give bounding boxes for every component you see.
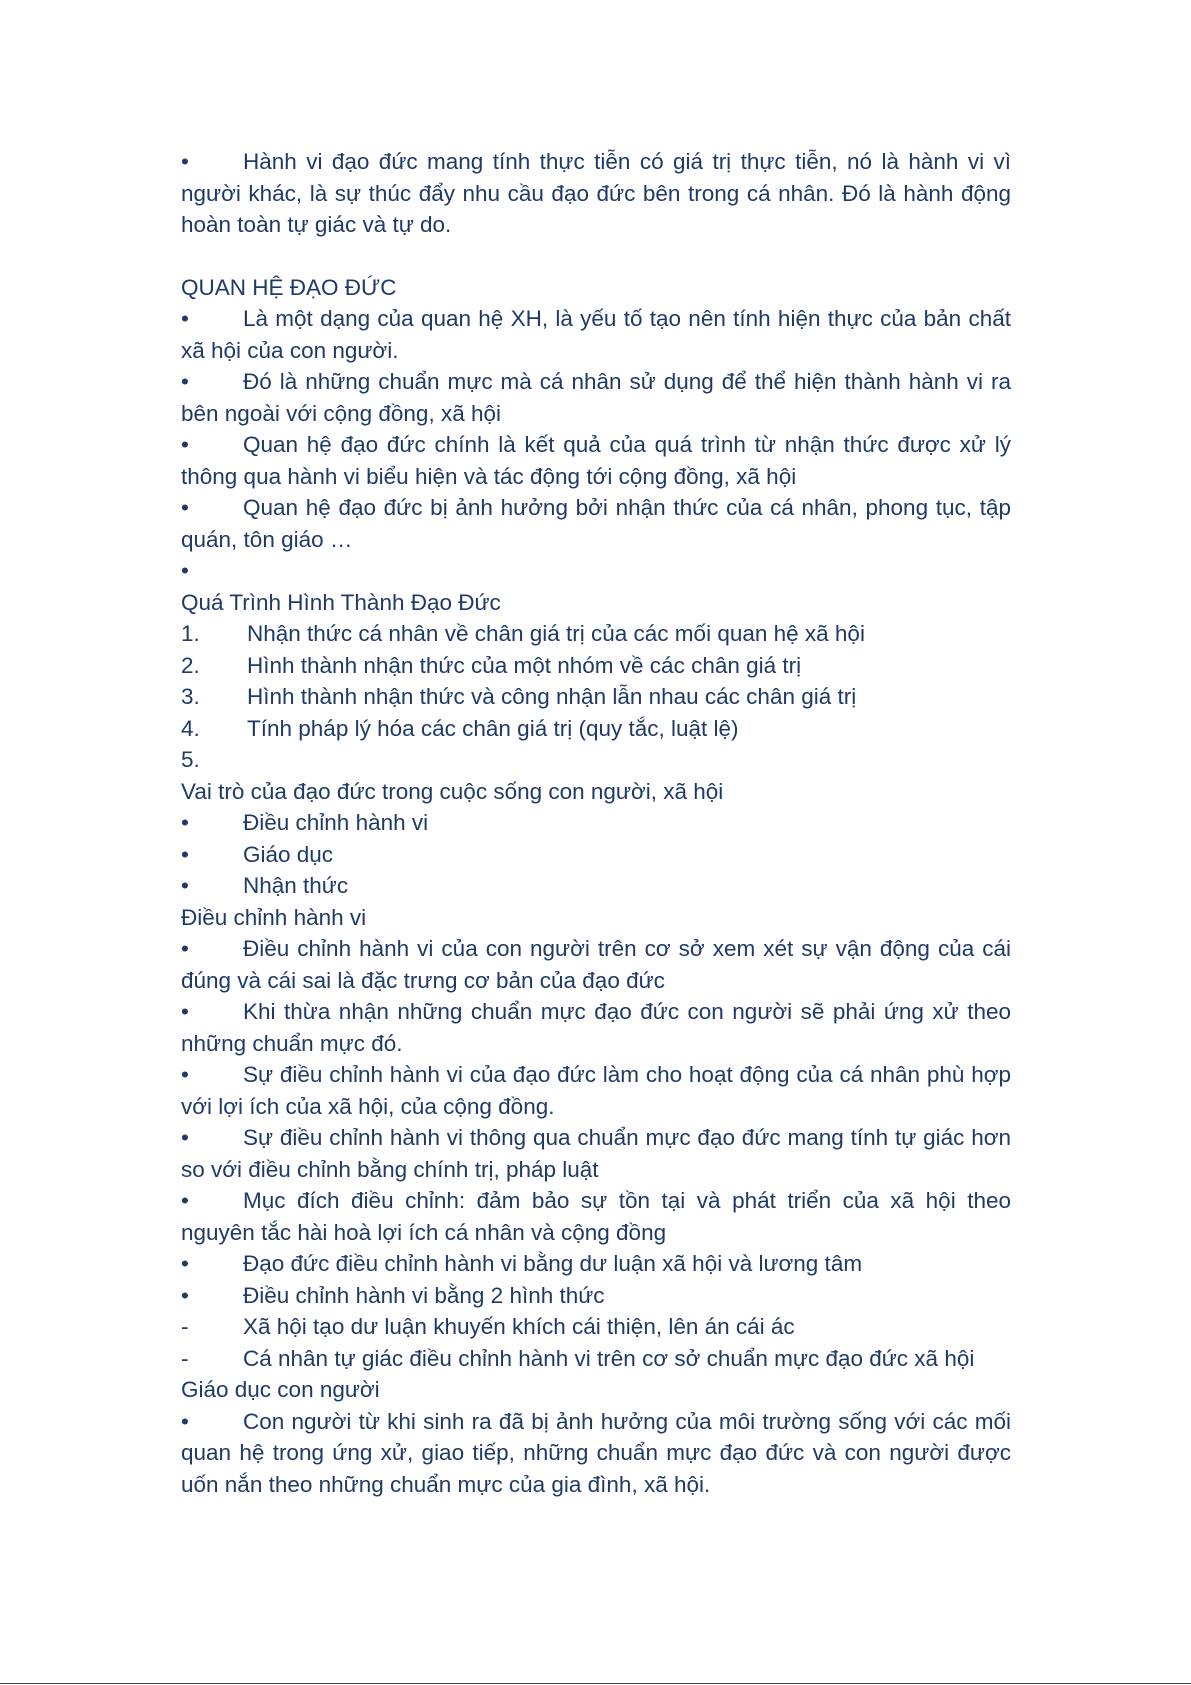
item-text: Nhận thức cá nhân về chân giá trị của các mối quan hệ xã hội [247, 621, 865, 646]
numbered-item [181, 744, 1011, 776]
section [181, 272, 1011, 587]
section-heading: Điều chỉnh hành vi [181, 904, 367, 930]
list-marker: - [181, 1314, 189, 1339]
bullet-item [181, 807, 1011, 839]
item-text: Xã hội tạo dư luận khuyến khích cái thiện, lên án cái ác [243, 1314, 795, 1339]
list-marker: • [181, 1282, 189, 1308]
bullet-item [181, 492, 1011, 555]
dash-item [181, 1343, 1011, 1375]
list-marker: • [181, 999, 189, 1024]
list-marker: • [181, 1062, 189, 1087]
list-marker: • [181, 873, 189, 898]
item-text: Điều chỉnh hành vi của con người trên cơ sở xem xét sự vận động của cái đúng và cái sai là đặc trưng cơ bản của đạo đức [181, 936, 1011, 993]
bullet-item [181, 303, 1011, 366]
bullet-item [181, 839, 1011, 871]
section-heading: QUAN HỆ ĐẠO ĐỨC [181, 274, 397, 300]
list-marker: • [181, 1251, 189, 1276]
list-marker: 5. [181, 747, 200, 772]
list-marker: • [181, 495, 189, 520]
page-bottom-rule [0, 1683, 1191, 1684]
item-text: Nhận thức [243, 873, 349, 898]
bullet-item [181, 1059, 1011, 1122]
bullet-item [181, 996, 1011, 1059]
section [181, 902, 1011, 1375]
bullet-item [181, 1122, 1011, 1185]
list-marker: • [181, 432, 189, 457]
bullet-item [181, 555, 1011, 587]
bullet-item [181, 1248, 1011, 1280]
bullet-item [181, 1280, 1011, 1312]
item-text: Cá nhân tự giác điều chỉnh hành vi trên cơ sở chuẩn mực đạo đức xã hội [243, 1345, 975, 1371]
bullet-item [181, 870, 1011, 902]
bullet-item [181, 1406, 1011, 1501]
section-heading: Vai trò của đạo đức trong cuộc sống con người, xã hội [181, 778, 724, 804]
item-text: Điều chỉnh hành vi [243, 810, 429, 835]
list-marker: 1. [181, 621, 200, 646]
list-marker: • [181, 936, 189, 961]
dash-item [181, 1311, 1011, 1343]
item-text: Giáo dục [243, 841, 334, 867]
section [181, 1374, 1011, 1500]
item-text: Mục đích điều chỉnh: đảm bảo sự tồn tại và phát triển của xã hội theo nguyên tắc hài hoà lợi ích cá nhân và cộng đồng [181, 1188, 1011, 1245]
item-text: Là một dạng của quan hệ XH, là yếu tố tạo nên tính hiện thực của bản chất xã hội của con người. [181, 306, 1011, 363]
item-text: Đạo đức điều chỉnh hành vi bằng dư luận xã hội và lương tâm [243, 1251, 863, 1276]
numbered-item [181, 713, 1011, 745]
list-marker: 2. [181, 652, 200, 678]
item-text: Điều chỉnh hành vi bằng 2 hình thức [243, 1282, 605, 1308]
item-text: Khi thừa nhận những chuẩn mực đạo đức con người sẽ phải ứng xử theo những chuẩn mực đó. [181, 999, 1011, 1056]
bullet-item [181, 1185, 1011, 1248]
item-text: Sự điều chỉnh hành vi thông qua chuẩn mực đạo đức mang tính tự giác hơn so với điều chỉnh bằng chính trị, pháp luật [181, 1125, 1011, 1182]
item-text: Hành vi đạo đức mang tính thực tiễn có giá trị thực tiễn, nó là hành vi vì người khác, là sự thúc đẩy nhu cầu đạo đức bên trong cá nhân. Đó là hành động hoàn toàn tự giác và tự do. [181, 149, 1011, 237]
list-marker: • [181, 1408, 189, 1434]
item-text: Đó là những chuẩn mực mà cá nhân sử dụng để thể hiện thành hành vi ra bên ngoài với cộng đồng, xã hội [181, 369, 1011, 426]
section [181, 587, 1011, 776]
list-marker: • [181, 369, 189, 394]
list-marker: • [181, 306, 189, 331]
item-text: Sự điều chỉnh hành vi của đạo đức làm cho hoạt động của cá nhân phù hợp với lợi ích của xã hội, của cộng đồng. [181, 1062, 1011, 1119]
list-marker: • [181, 558, 189, 583]
item-text: Hình thành nhận thức và công nhận lẫn nhau các chân giá trị [247, 684, 857, 709]
bullet-item [181, 366, 1011, 429]
numbered-item [181, 681, 1011, 713]
section [181, 776, 1011, 902]
bullet-item [181, 429, 1011, 492]
list-marker: 4. [181, 715, 200, 741]
list-marker: • [181, 1188, 189, 1213]
list-marker: • [181, 149, 189, 174]
list-marker: • [181, 1125, 189, 1150]
numbered-item [181, 618, 1011, 650]
item-text: Quan hệ đạo đức bị ảnh hưởng bởi nhận thức của cá nhân, phong tục, tập quán, tôn giáo … [181, 495, 1011, 552]
section-heading: Giáo dục con người [181, 1377, 380, 1402]
list-marker: 3. [181, 684, 200, 709]
section-heading: Quá Trình Hình Thành Đạo Đức [181, 589, 501, 615]
item-text: Hình thành nhận thức của một nhóm về các chân giá trị [247, 652, 802, 678]
document-body [181, 146, 1011, 1500]
bullet-item [181, 933, 1011, 996]
list-marker: • [181, 810, 189, 835]
list-marker: - [181, 1345, 189, 1371]
bullet-item [181, 146, 1011, 241]
list-marker: • [181, 841, 189, 867]
item-text: Con người từ khi sinh ra đã bị ảnh hưởng của môi trường sống với các mối quan hệ trong ứng xử, giao tiếp, những chuẩn mực đạo đức và con người được uốn nắn theo những chuẩn mực của gia đình, xã hội. [181, 1408, 1011, 1497]
numbered-item [181, 650, 1011, 682]
item-text: Quan hệ đạo đức chính là kết quả của quá trình từ nhận thức được xử lý thông qua hành vi biểu hiện và tác động tới cộng đồng, xã hội [181, 432, 1011, 489]
item-text: Tính pháp lý hóa các chân giá trị (quy tắc, luật lệ) [247, 715, 739, 741]
section [181, 146, 1011, 241]
